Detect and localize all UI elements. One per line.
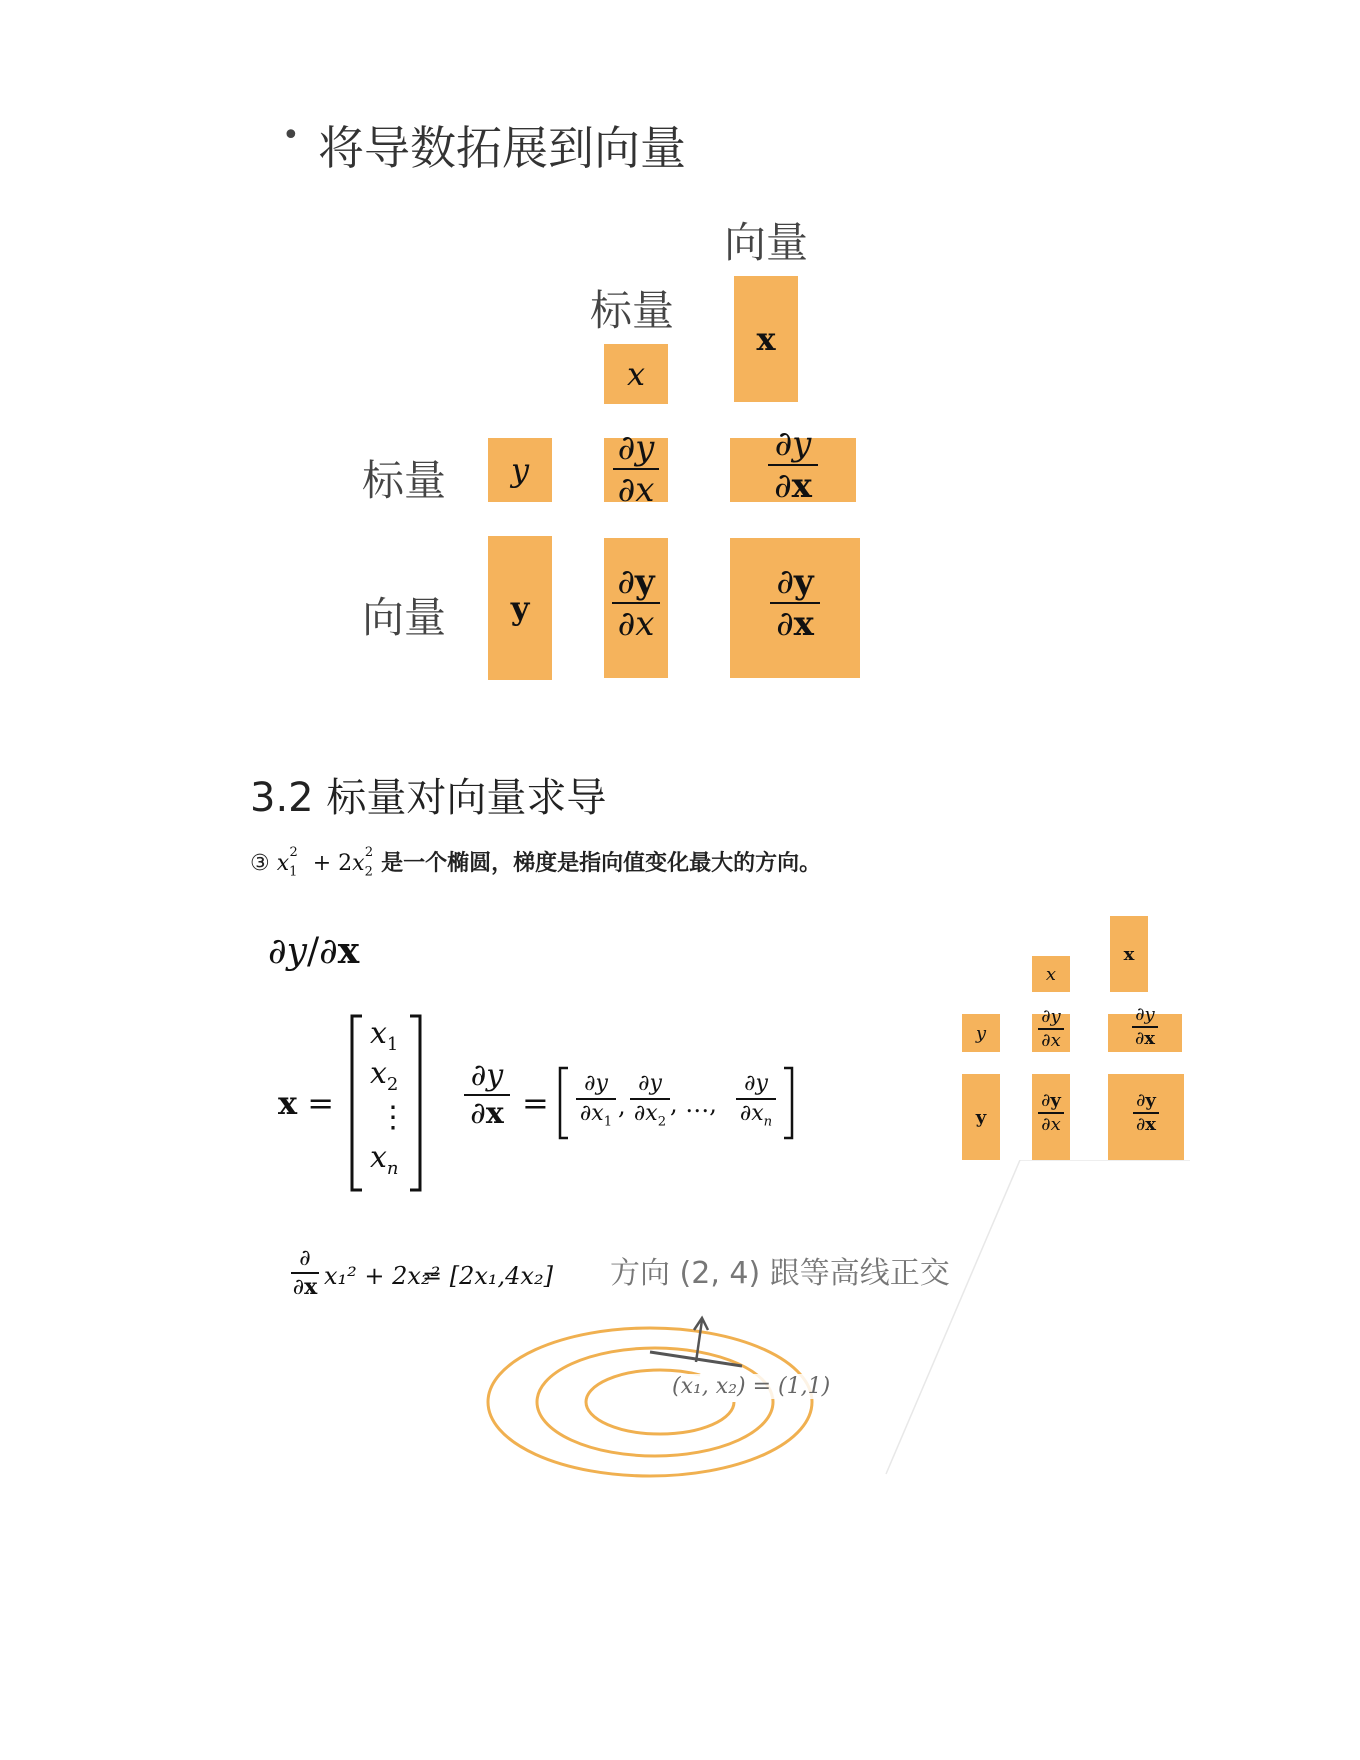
fraction-numerator: ∂y [1136,1090,1156,1111]
partial-dx1-fraction [574,1070,618,1136]
fraction-numerator: ∂y [776,562,814,602]
fraction-denominator: ∂x [1135,1113,1157,1135]
mini-cell-vector-scalar-fraction [1032,1090,1070,1136]
fraction-numerator: ∂y [470,1058,504,1093]
fraction-numerator: ∂ [299,1246,311,1271]
ellipsis-dots: , …, [670,1090,717,1118]
fraction-numerator: ∂y [1135,1004,1155,1025]
note-circle-number: ③ [250,851,270,876]
fraction-denominator: ∂x [470,1096,504,1131]
fraction-numerator: ∂y [1041,1090,1061,1111]
mini-cell-vector-vector-fraction [1127,1090,1165,1136]
mini-cell-scalar-scalar-fraction [1032,1006,1070,1052]
fraction-numerator: ∂y [1041,1006,1061,1027]
fraction-numerator: ∂y [617,562,655,602]
partial-dxn-fraction [734,1070,778,1136]
y-vector-box [488,536,552,680]
fraction-numerator: ∂y [584,1071,608,1096]
gradient-expression: x₁² + 2x₂² [324,1262,441,1290]
partial-dx2-fraction [628,1070,672,1136]
vector-vdots: ⋮ [378,1100,408,1135]
fraction-denominator: ∂x [292,1273,318,1300]
fraction-numerator: ∂y [774,424,812,464]
mini-cell-scalar-vector-fraction [1126,1004,1164,1050]
column-header-scalar: 标量 [590,286,675,335]
vector-entry-xn: $x_n$ [370,1140,399,1179]
direction-note: 方向 (2, 4) 跟等高线正交 [610,1256,950,1291]
fraction-denominator: ∂x [617,604,655,644]
comma-1: , [618,1092,626,1120]
slide-bullet: • [282,118,300,153]
mini-y-scalar-label: y [975,1022,987,1044]
gradient-lhs-fraction [462,1058,512,1132]
mini-x-scalar-label: x [1045,963,1057,985]
fraction-denominator: ∂x [1041,1029,1061,1051]
fraction-denominator: ∂x [776,604,814,644]
mini-table-callout-lines [880,1160,1200,1480]
fraction-denominator: $\partial x_n$ [739,1100,773,1129]
column-header-vector: 向量 [724,218,809,267]
mini-y-vector-box [962,1074,1000,1160]
x-scalar-label: x [626,355,646,393]
x-vector-box [734,276,798,402]
section-heading: 3.2 标量对向量求导 [250,775,607,821]
gradient-equals: = [522,1084,549,1122]
dy-dx-title: ∂y/∂x [268,930,360,972]
cell-vector-scalar-fraction [604,562,668,644]
cell-vector-vector-fraction [762,562,828,644]
fraction-denominator: $\partial x_2$ [633,1100,667,1129]
fraction-numerator: ∂y [744,1071,768,1096]
note-text: 是一个椭圆，梯度是指向值变化最大的方向。 [381,851,822,876]
vector-entry-x1: $x_1$ [370,1016,399,1055]
cell-scalar-scalar-fraction [604,428,668,510]
mini-x-vector-box [1110,916,1148,992]
y-vector-label: y [510,589,530,627]
fraction-denominator: ∂x [617,470,655,510]
fraction-denominator: ∂x [774,466,812,506]
y-scalar-label: y [510,451,530,489]
vector-entry-x2: $x_2$ [370,1056,399,1095]
fraction-denominator: ∂x [1134,1027,1156,1049]
row-header-vector: 向量 [362,593,447,642]
mini-y-vector-label: y [975,1106,987,1128]
row-header-scalar: 标量 [362,456,447,505]
note-formula: $x_1^2 + 2x_2^2$ [276,844,374,880]
slide-title: 将导数拓展到向量 [318,121,686,175]
gradient-result: = [2x₁,4x₂] [422,1262,553,1290]
ellipse-note [250,846,821,879]
fraction-denominator: ∂x [1041,1113,1061,1135]
x-vector-equals: x = [278,1084,335,1122]
y-scalar-box [488,438,552,502]
fraction-denominator: $\partial x_1$ [579,1100,613,1129]
cell-scalar-vector-fraction [760,424,826,506]
point-label: (x₁, x₂) = (1,1) [672,1374,831,1399]
fraction-numerator: ∂y [638,1071,662,1096]
x-vector-label: x [756,320,776,358]
mini-x-scalar-box [1032,956,1070,992]
x-scalar-box [604,344,668,404]
fraction-numerator: ∂y [617,428,655,468]
gradient-operator-fraction [290,1246,320,1301]
mini-x-vector-label: x [1123,943,1135,965]
mini-y-scalar-box [962,1014,1000,1052]
